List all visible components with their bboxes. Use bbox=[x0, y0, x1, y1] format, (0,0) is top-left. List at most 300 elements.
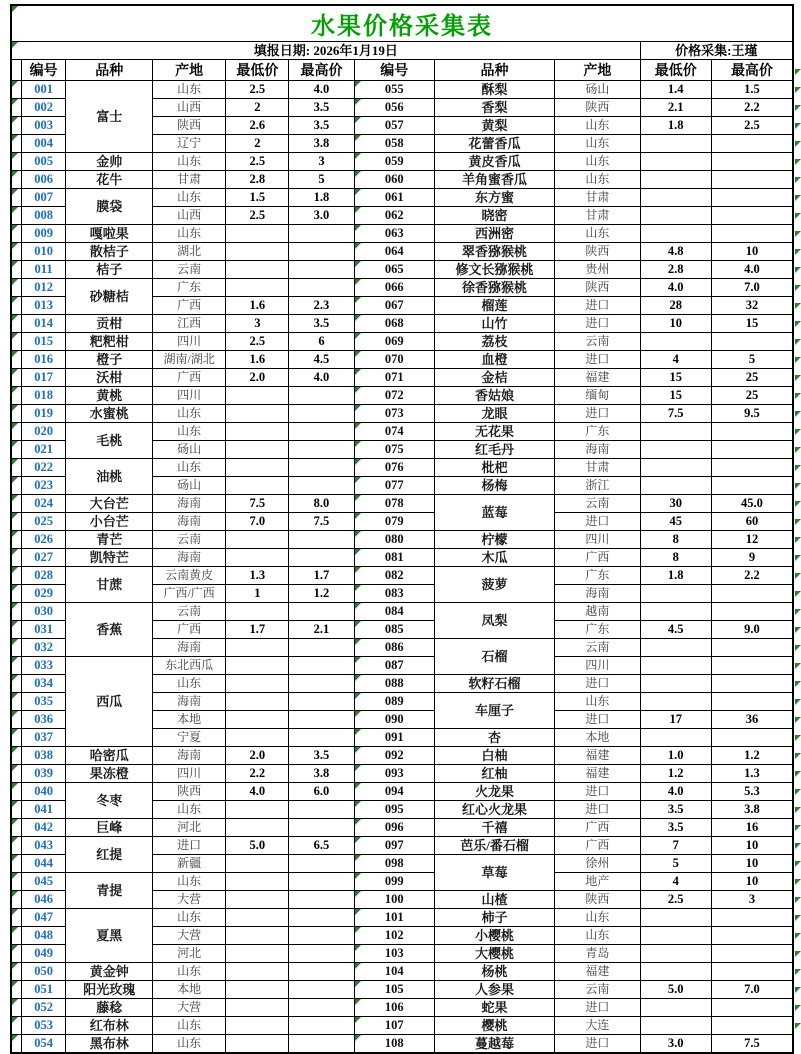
cell-origin[interactable]: 海南 bbox=[152, 495, 225, 513]
cell-variety[interactable]: 柿子 bbox=[434, 909, 554, 927]
cell-max-price[interactable] bbox=[711, 477, 793, 495]
cell-min-price[interactable] bbox=[226, 225, 289, 243]
cell-id[interactable]: 089 bbox=[354, 693, 434, 711]
cell-id[interactable]: 027 bbox=[21, 549, 66, 567]
cell-id[interactable]: 017 bbox=[21, 369, 66, 387]
cell-variety[interactable]: 杨桃 bbox=[434, 963, 554, 981]
cell-origin[interactable]: 砀山 bbox=[152, 477, 225, 495]
cell-variety[interactable]: 无花果 bbox=[434, 423, 554, 441]
cell-origin[interactable]: 河北 bbox=[152, 945, 225, 963]
cell-variety[interactable]: 散桔子 bbox=[66, 243, 153, 261]
cell-variety[interactable]: 酥梨 bbox=[434, 81, 554, 99]
cell-origin[interactable]: 广西 bbox=[555, 837, 641, 855]
cell-id[interactable]: 071 bbox=[354, 369, 434, 387]
cell-id[interactable]: 043 bbox=[21, 837, 66, 855]
cell-max-price[interactable] bbox=[711, 675, 793, 693]
cell-origin[interactable]: 进口 bbox=[555, 1035, 641, 1054]
cell-id[interactable]: 030 bbox=[21, 603, 66, 621]
cell-min-price[interactable]: 1 bbox=[226, 585, 289, 603]
cell-variety[interactable]: 橙子 bbox=[66, 351, 153, 369]
cell-origin[interactable]: 山东 bbox=[152, 963, 225, 981]
cell-origin[interactable]: 缅甸 bbox=[555, 387, 641, 405]
cell-id[interactable]: 079 bbox=[354, 513, 434, 531]
cell-origin[interactable]: 进口 bbox=[555, 999, 641, 1017]
cell-min-price[interactable]: 1.6 bbox=[226, 351, 289, 369]
cell-origin[interactable]: 山东 bbox=[152, 873, 225, 891]
cell-id[interactable]: 093 bbox=[354, 765, 434, 783]
cell-variety[interactable]: 红布林 bbox=[66, 1017, 153, 1035]
cell-max-price[interactable] bbox=[289, 945, 354, 963]
cell-max-price[interactable]: 2.5 bbox=[711, 117, 793, 135]
cell-origin[interactable]: 广东 bbox=[555, 567, 641, 585]
cell-id[interactable]: 080 bbox=[354, 531, 434, 549]
cell-origin[interactable]: 福建 bbox=[555, 765, 641, 783]
cell-variety[interactable]: 桔子 bbox=[66, 261, 153, 279]
cell-variety[interactable]: 黑布林 bbox=[66, 1035, 153, 1054]
cell-id[interactable]: 101 bbox=[354, 909, 434, 927]
cell-variety[interactable]: 车厘子 bbox=[434, 693, 554, 729]
cell-id[interactable]: 056 bbox=[354, 99, 434, 117]
cell-variety[interactable]: 东方蜜 bbox=[434, 189, 554, 207]
cell-min-price[interactable] bbox=[640, 729, 711, 747]
cell-origin[interactable]: 山东 bbox=[555, 909, 641, 927]
cell-max-price[interactable]: 10 bbox=[711, 243, 793, 261]
cell-max-price[interactable]: 1.7 bbox=[289, 567, 354, 585]
cell-variety[interactable]: 粑粑柑 bbox=[66, 333, 153, 351]
cell-max-price[interactable]: 9.0 bbox=[711, 621, 793, 639]
cell-origin[interactable]: 广西/广西 bbox=[152, 585, 225, 603]
cell-origin[interactable]: 进口 bbox=[555, 711, 641, 729]
cell-id[interactable]: 050 bbox=[21, 963, 66, 981]
cell-max-price[interactable] bbox=[289, 639, 354, 657]
cell-max-price[interactable] bbox=[289, 459, 354, 477]
cell-max-price[interactable]: 1.2 bbox=[711, 747, 793, 765]
cell-id[interactable]: 104 bbox=[354, 963, 434, 981]
cell-id[interactable]: 073 bbox=[354, 405, 434, 423]
cell-min-price[interactable] bbox=[640, 171, 711, 189]
cell-id[interactable]: 034 bbox=[21, 675, 66, 693]
cell-max-price[interactable]: 25 bbox=[711, 369, 793, 387]
cell-variety[interactable]: 凤梨 bbox=[434, 603, 554, 639]
cell-variety[interactable]: 阳光玫瑰 bbox=[66, 981, 153, 999]
cell-max-price[interactable]: 7.0 bbox=[711, 279, 793, 297]
cell-id[interactable]: 059 bbox=[354, 153, 434, 171]
cell-variety[interactable]: 黄皮香瓜 bbox=[434, 153, 554, 171]
cell-origin[interactable]: 四川 bbox=[152, 765, 225, 783]
cell-min-price[interactable]: 17 bbox=[640, 711, 711, 729]
cell-min-price[interactable] bbox=[226, 675, 289, 693]
cell-origin[interactable]: 甘肃 bbox=[555, 207, 641, 225]
cell-min-price[interactable] bbox=[640, 657, 711, 675]
cell-min-price[interactable] bbox=[226, 459, 289, 477]
cell-min-price[interactable] bbox=[640, 927, 711, 945]
cell-id[interactable]: 039 bbox=[21, 765, 66, 783]
cell-min-price[interactable] bbox=[226, 693, 289, 711]
cell-variety[interactable]: 人参果 bbox=[434, 981, 554, 999]
cell-origin[interactable]: 海南 bbox=[152, 549, 225, 567]
cell-origin[interactable]: 砀山 bbox=[152, 441, 225, 459]
cell-id[interactable]: 099 bbox=[354, 873, 434, 891]
cell-variety[interactable]: 哈密瓜 bbox=[66, 747, 153, 765]
cell-min-price[interactable]: 1.7 bbox=[226, 621, 289, 639]
cell-id[interactable]: 084 bbox=[354, 603, 434, 621]
cell-origin[interactable]: 山西 bbox=[152, 99, 225, 117]
cell-max-price[interactable]: 25 bbox=[711, 387, 793, 405]
cell-origin[interactable]: 山东 bbox=[152, 225, 225, 243]
cell-id[interactable]: 020 bbox=[21, 423, 66, 441]
cell-max-price[interactable]: 1.5 bbox=[711, 81, 793, 99]
cell-variety[interactable]: 红毛丹 bbox=[434, 441, 554, 459]
cell-max-price[interactable]: 1.2 bbox=[289, 585, 354, 603]
cell-max-price[interactable]: 3.8 bbox=[711, 801, 793, 819]
cell-variety[interactable]: 巨峰 bbox=[66, 819, 153, 837]
cell-id[interactable]: 003 bbox=[21, 117, 66, 135]
cell-origin[interactable]: 浙江 bbox=[555, 477, 641, 495]
cell-max-price[interactable] bbox=[289, 387, 354, 405]
cell-id[interactable]: 049 bbox=[21, 945, 66, 963]
cell-id[interactable]: 070 bbox=[354, 351, 434, 369]
cell-variety[interactable]: 花蕾香瓜 bbox=[434, 135, 554, 153]
cell-max-price[interactable]: 4.0 bbox=[289, 81, 354, 99]
cell-id[interactable]: 037 bbox=[21, 729, 66, 747]
cell-id[interactable]: 107 bbox=[354, 1017, 434, 1035]
cell-origin[interactable]: 海南 bbox=[152, 747, 225, 765]
cell-min-price[interactable]: 2.5 bbox=[226, 81, 289, 99]
cell-min-price[interactable]: 8 bbox=[640, 531, 711, 549]
cell-id[interactable]: 010 bbox=[21, 243, 66, 261]
cell-max-price[interactable] bbox=[711, 225, 793, 243]
cell-min-price[interactable] bbox=[226, 423, 289, 441]
cell-origin[interactable]: 宁夏 bbox=[152, 729, 225, 747]
report-date-cell[interactable] bbox=[11, 42, 640, 60]
cell-id[interactable]: 068 bbox=[354, 315, 434, 333]
cell-max-price[interactable]: 10 bbox=[711, 837, 793, 855]
cell-min-price[interactable] bbox=[640, 999, 711, 1017]
cell-variety[interactable]: 芭乐/番石榴 bbox=[434, 837, 554, 855]
cell-min-price[interactable] bbox=[640, 135, 711, 153]
cell-max-price[interactable] bbox=[711, 189, 793, 207]
cell-id[interactable]: 100 bbox=[354, 891, 434, 909]
cell-min-price[interactable] bbox=[226, 531, 289, 549]
cell-max-price[interactable]: 3.5 bbox=[289, 99, 354, 117]
cell-origin[interactable]: 贵州 bbox=[555, 261, 641, 279]
cell-id[interactable]: 090 bbox=[354, 711, 434, 729]
cell-origin[interactable]: 甘肃 bbox=[152, 171, 225, 189]
cell-variety[interactable]: 香姑娘 bbox=[434, 387, 554, 405]
cell-min-price[interactable] bbox=[226, 405, 289, 423]
cell-origin[interactable]: 进口 bbox=[555, 351, 641, 369]
cell-id[interactable]: 023 bbox=[21, 477, 66, 495]
cell-min-price[interactable]: 2.5 bbox=[226, 333, 289, 351]
cell-origin[interactable]: 陕西 bbox=[555, 279, 641, 297]
cell-variety[interactable]: 沃柑 bbox=[66, 369, 153, 387]
cell-max-price[interactable]: 3 bbox=[289, 153, 354, 171]
cell-max-price[interactable] bbox=[289, 981, 354, 999]
cell-min-price[interactable] bbox=[226, 963, 289, 981]
cell-origin[interactable]: 广西 bbox=[152, 297, 225, 315]
cell-min-price[interactable]: 1.2 bbox=[640, 765, 711, 783]
cell-max-price[interactable]: 32 bbox=[711, 297, 793, 315]
cell-id[interactable]: 096 bbox=[354, 819, 434, 837]
cell-id[interactable]: 103 bbox=[354, 945, 434, 963]
cell-variety[interactable]: 枇杷 bbox=[434, 459, 554, 477]
cell-variety[interactable]: 樱桃 bbox=[434, 1017, 554, 1035]
cell-max-price[interactable]: 1.3 bbox=[711, 765, 793, 783]
cell-max-price[interactable]: 7.0 bbox=[711, 981, 793, 999]
cell-id[interactable]: 044 bbox=[21, 855, 66, 873]
cell-variety[interactable]: 甘蔗 bbox=[66, 567, 153, 603]
cell-id[interactable]: 085 bbox=[354, 621, 434, 639]
cell-id[interactable]: 048 bbox=[21, 927, 66, 945]
cell-origin[interactable]: 海南 bbox=[555, 585, 641, 603]
cell-variety[interactable]: 晓密 bbox=[434, 207, 554, 225]
cell-max-price[interactable] bbox=[289, 873, 354, 891]
cell-id[interactable]: 066 bbox=[354, 279, 434, 297]
cell-variety[interactable]: 膜袋 bbox=[66, 189, 153, 225]
cell-max-price[interactable] bbox=[289, 1035, 354, 1054]
cell-variety[interactable]: 青提 bbox=[66, 873, 153, 909]
cell-min-price[interactable]: 4.0 bbox=[640, 783, 711, 801]
cell-origin[interactable]: 山东 bbox=[555, 153, 641, 171]
cell-min-price[interactable] bbox=[226, 441, 289, 459]
cell-id[interactable]: 095 bbox=[354, 801, 434, 819]
cell-origin[interactable]: 四川 bbox=[555, 657, 641, 675]
cell-min-price[interactable]: 2.5 bbox=[226, 207, 289, 225]
cell-variety[interactable]: 红提 bbox=[66, 837, 153, 873]
cell-max-price[interactable]: 10 bbox=[711, 873, 793, 891]
cell-max-price[interactable] bbox=[289, 531, 354, 549]
cell-id[interactable]: 064 bbox=[354, 243, 434, 261]
cell-max-price[interactable]: 5 bbox=[289, 171, 354, 189]
cell-id[interactable]: 062 bbox=[354, 207, 434, 225]
cell-id[interactable]: 069 bbox=[354, 333, 434, 351]
cell-id[interactable]: 001 bbox=[21, 81, 66, 99]
cell-id[interactable]: 041 bbox=[21, 801, 66, 819]
cell-max-price[interactable] bbox=[711, 927, 793, 945]
cell-id[interactable]: 022 bbox=[21, 459, 66, 477]
cell-origin[interactable]: 云南 bbox=[555, 495, 641, 513]
cell-origin[interactable]: 福建 bbox=[555, 747, 641, 765]
cell-max-price[interactable] bbox=[289, 711, 354, 729]
cell-id[interactable]: 033 bbox=[21, 657, 66, 675]
cell-min-price[interactable]: 2.5 bbox=[226, 153, 289, 171]
cell-origin[interactable]: 山东 bbox=[555, 117, 641, 135]
cell-variety[interactable]: 果冻橙 bbox=[66, 765, 153, 783]
cell-min-price[interactable] bbox=[226, 981, 289, 999]
cell-max-price[interactable]: 3.5 bbox=[289, 315, 354, 333]
cell-variety[interactable]: 羊角蜜香瓜 bbox=[434, 171, 554, 189]
cell-max-price[interactable] bbox=[289, 693, 354, 711]
cell-id[interactable]: 091 bbox=[354, 729, 434, 747]
cell-max-price[interactable]: 60 bbox=[711, 513, 793, 531]
cell-id[interactable]: 002 bbox=[21, 99, 66, 117]
cell-max-price[interactable]: 9 bbox=[711, 549, 793, 567]
cell-id[interactable]: 007 bbox=[21, 189, 66, 207]
cell-id[interactable]: 045 bbox=[21, 873, 66, 891]
cell-min-price[interactable] bbox=[226, 801, 289, 819]
cell-max-price[interactable]: 3.5 bbox=[289, 117, 354, 135]
cell-max-price[interactable] bbox=[289, 603, 354, 621]
cell-id[interactable]: 086 bbox=[354, 639, 434, 657]
cell-origin[interactable]: 山东 bbox=[152, 423, 225, 441]
cell-min-price[interactable]: 2.0 bbox=[226, 747, 289, 765]
cell-id[interactable]: 092 bbox=[354, 747, 434, 765]
cell-id[interactable]: 013 bbox=[21, 297, 66, 315]
cell-min-price[interactable] bbox=[226, 1017, 289, 1035]
cell-min-price[interactable]: 2.0 bbox=[226, 369, 289, 387]
cell-min-price[interactable]: 4.5 bbox=[640, 621, 711, 639]
cell-origin[interactable]: 四川 bbox=[555, 531, 641, 549]
cell-variety[interactable]: 西瓜 bbox=[66, 657, 153, 747]
cell-variety[interactable]: 水蜜桃 bbox=[66, 405, 153, 423]
cell-max-price[interactable] bbox=[289, 855, 354, 873]
cell-max-price[interactable] bbox=[289, 261, 354, 279]
cell-max-price[interactable]: 45.0 bbox=[711, 495, 793, 513]
cell-max-price[interactable]: 2.2 bbox=[711, 567, 793, 585]
cell-id[interactable]: 042 bbox=[21, 819, 66, 837]
cell-max-price[interactable] bbox=[711, 333, 793, 351]
cell-origin[interactable]: 海南 bbox=[152, 513, 225, 531]
cell-min-price[interactable] bbox=[226, 639, 289, 657]
cell-min-price[interactable]: 4.0 bbox=[640, 279, 711, 297]
cell-id[interactable]: 060 bbox=[354, 171, 434, 189]
cell-min-price[interactable]: 2.8 bbox=[226, 171, 289, 189]
cell-id[interactable]: 012 bbox=[21, 279, 66, 297]
cell-min-price[interactable]: 2 bbox=[226, 135, 289, 153]
cell-max-price[interactable] bbox=[289, 729, 354, 747]
cell-variety[interactable]: 凯特芒 bbox=[66, 549, 153, 567]
cell-id[interactable]: 018 bbox=[21, 387, 66, 405]
cell-min-price[interactable] bbox=[640, 639, 711, 657]
cell-id[interactable]: 006 bbox=[21, 171, 66, 189]
cell-variety[interactable]: 菠萝 bbox=[434, 567, 554, 603]
cell-id[interactable]: 053 bbox=[21, 1017, 66, 1035]
cell-origin[interactable]: 广东 bbox=[152, 279, 225, 297]
cell-max-price[interactable] bbox=[711, 171, 793, 189]
cell-id[interactable]: 102 bbox=[354, 927, 434, 945]
cell-variety[interactable]: 翠香猕猴桃 bbox=[434, 243, 554, 261]
cell-max-price[interactable] bbox=[711, 603, 793, 621]
cell-variety[interactable]: 香梨 bbox=[434, 99, 554, 117]
cell-max-price[interactable] bbox=[289, 1017, 354, 1035]
cell-max-price[interactable] bbox=[289, 927, 354, 945]
cell-max-price[interactable]: 7.5 bbox=[289, 513, 354, 531]
cell-id[interactable]: 077 bbox=[354, 477, 434, 495]
cell-min-price[interactable]: 5.0 bbox=[226, 837, 289, 855]
cell-id[interactable]: 082 bbox=[354, 567, 434, 585]
cell-min-price[interactable]: 28 bbox=[640, 297, 711, 315]
cell-min-price[interactable] bbox=[640, 459, 711, 477]
cell-id[interactable]: 083 bbox=[354, 585, 434, 603]
cell-max-price[interactable] bbox=[289, 423, 354, 441]
cell-id[interactable]: 063 bbox=[354, 225, 434, 243]
cell-variety[interactable]: 青芒 bbox=[66, 531, 153, 549]
cell-id[interactable]: 075 bbox=[354, 441, 434, 459]
cell-min-price[interactable] bbox=[640, 963, 711, 981]
cell-variety[interactable]: 花牛 bbox=[66, 171, 153, 189]
cell-id[interactable]: 055 bbox=[354, 81, 434, 99]
cell-origin[interactable]: 本地 bbox=[152, 981, 225, 999]
cell-origin[interactable]: 福建 bbox=[555, 369, 641, 387]
cell-variety[interactable]: 富士 bbox=[66, 81, 153, 153]
cell-origin[interactable]: 陕西 bbox=[555, 243, 641, 261]
cell-variety[interactable]: 榴莲 bbox=[434, 297, 554, 315]
cell-id[interactable]: 054 bbox=[21, 1035, 66, 1054]
cell-origin[interactable]: 甘肃 bbox=[555, 189, 641, 207]
cell-max-price[interactable]: 15 bbox=[711, 315, 793, 333]
cell-origin[interactable]: 山东 bbox=[555, 135, 641, 153]
cell-max-price[interactable] bbox=[711, 1017, 793, 1035]
cell-id[interactable]: 081 bbox=[354, 549, 434, 567]
cell-variety[interactable]: 夏黑 bbox=[66, 909, 153, 963]
cell-origin[interactable]: 大营 bbox=[152, 927, 225, 945]
cell-origin[interactable]: 广西 bbox=[555, 549, 641, 567]
cell-variety[interactable]: 油桃 bbox=[66, 459, 153, 495]
cell-id[interactable]: 028 bbox=[21, 567, 66, 585]
cell-max-price[interactable] bbox=[711, 441, 793, 459]
cell-min-price[interactable] bbox=[640, 603, 711, 621]
cell-max-price[interactable] bbox=[711, 657, 793, 675]
cell-id[interactable]: 009 bbox=[21, 225, 66, 243]
cell-origin[interactable]: 山东 bbox=[152, 801, 225, 819]
cell-origin[interactable]: 大营 bbox=[152, 999, 225, 1017]
cell-min-price[interactable]: 5.0 bbox=[640, 981, 711, 999]
cell-min-price[interactable]: 1.4 bbox=[640, 81, 711, 99]
cell-variety[interactable]: 血橙 bbox=[434, 351, 554, 369]
cell-min-price[interactable]: 15 bbox=[640, 369, 711, 387]
cell-min-price[interactable]: 7.5 bbox=[640, 405, 711, 423]
cell-min-price[interactable] bbox=[640, 333, 711, 351]
cell-min-price[interactable] bbox=[226, 603, 289, 621]
cell-variety[interactable]: 蔓越莓 bbox=[434, 1035, 554, 1054]
cell-max-price[interactable] bbox=[711, 963, 793, 981]
cell-min-price[interactable]: 3.0 bbox=[640, 1035, 711, 1054]
cell-origin[interactable]: 广西 bbox=[152, 621, 225, 639]
cell-max-price[interactable]: 8.0 bbox=[289, 495, 354, 513]
cell-max-price[interactable] bbox=[289, 405, 354, 423]
cell-origin[interactable]: 徐州 bbox=[555, 855, 641, 873]
cell-origin[interactable]: 陕西 bbox=[555, 99, 641, 117]
cell-id[interactable]: 032 bbox=[21, 639, 66, 657]
cell-min-price[interactable]: 4.0 bbox=[226, 783, 289, 801]
cell-variety[interactable]: 贡柑 bbox=[66, 315, 153, 333]
cell-id[interactable]: 061 bbox=[354, 189, 434, 207]
cell-min-price[interactable] bbox=[640, 585, 711, 603]
cell-origin[interactable]: 海南 bbox=[152, 639, 225, 657]
cell-variety[interactable]: 草莓 bbox=[434, 855, 554, 891]
cell-min-price[interactable] bbox=[640, 945, 711, 963]
cell-origin[interactable]: 甘肃 bbox=[555, 459, 641, 477]
cell-max-price[interactable]: 5 bbox=[711, 351, 793, 369]
cell-variety[interactable]: 毛桃 bbox=[66, 423, 153, 459]
cell-max-price[interactable] bbox=[289, 675, 354, 693]
cell-variety[interactable]: 黄梨 bbox=[434, 117, 554, 135]
cell-id[interactable]: 057 bbox=[354, 117, 434, 135]
cell-min-price[interactable] bbox=[640, 153, 711, 171]
cell-id[interactable]: 051 bbox=[21, 981, 66, 999]
cell-origin[interactable]: 广西 bbox=[152, 369, 225, 387]
cell-max-price[interactable]: 10 bbox=[711, 855, 793, 873]
cell-min-price[interactable] bbox=[226, 261, 289, 279]
cell-variety[interactable]: 红柚 bbox=[434, 765, 554, 783]
cell-variety[interactable]: 大台芒 bbox=[66, 495, 153, 513]
cell-origin[interactable]: 陕西 bbox=[555, 891, 641, 909]
cell-max-price[interactable]: 4.0 bbox=[289, 369, 354, 387]
cell-max-price[interactable] bbox=[711, 639, 793, 657]
cell-origin[interactable]: 山东 bbox=[555, 927, 641, 945]
cell-variety[interactable]: 香蕉 bbox=[66, 603, 153, 657]
cell-max-price[interactable]: 6 bbox=[289, 333, 354, 351]
